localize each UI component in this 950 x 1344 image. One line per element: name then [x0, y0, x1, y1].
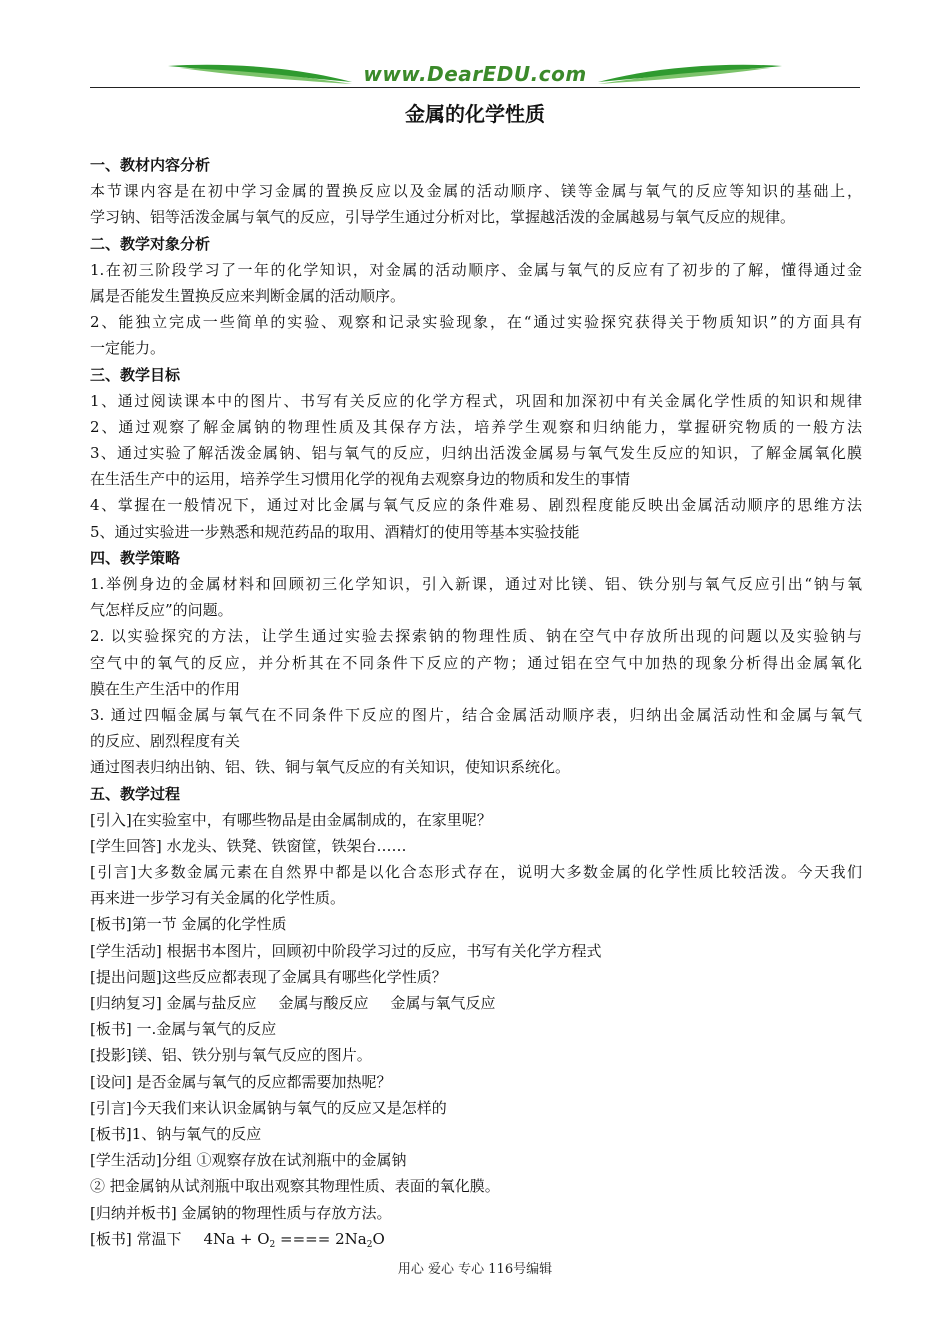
paragraph-line: 3、通过实验了解活泼金属钠、铝与氧气的反应，归纳出活泼金属易与氧气发生反应的知识，了解金属氧化膜: [90, 444, 862, 463]
paragraph-line: 2、能独立完成一些简单的实验、观察和记录实验现象，在“通过实验探究获得关于物质知识”的方面具有: [90, 313, 862, 332]
equation-subscript: 2: [366, 1239, 373, 1250]
paragraph-line: [板书]1、钠与氧气的反应: [90, 1124, 262, 1143]
paragraph-line: ② 把金属钠从试剂瓶中取出观察其物理性质、表面的氧化膜。: [90, 1177, 500, 1196]
paragraph-line: 1.举例身边的金属材料和回顾初三化学知识，引入新课，通过对比镁、铝、铁分别与氧气反应引出“钠与氧: [90, 575, 862, 593]
equation-lhs: 4Na + O: [203, 1229, 270, 1248]
paragraph-line: 5、通过实验进一步熟悉和规范药品的取用、酒精灯的使用等基本实验技能: [90, 522, 580, 541]
paragraph-line: 在生活生产中的运用，培养学生习惯用化学的视角去观察身边的物质和发生的事情: [90, 470, 631, 489]
site-url: www.DearEDU.com: [363, 62, 587, 86]
review-item: 金属与氧气反应: [390, 994, 496, 1012]
section-heading: 五、教学过程: [90, 784, 181, 803]
equation-arrow: ====: [280, 1229, 331, 1248]
equation-subscript: 2: [269, 1239, 276, 1250]
paragraph-line: 气怎样反应”的问题。: [90, 601, 233, 620]
paragraph-line: [引入]在实验室中，有哪些物品是由金属制成的，在家里呢？: [90, 810, 492, 829]
paragraph-line: [板书]第一节 金属的化学性质: [90, 915, 287, 934]
paragraph-line: [引言]大多数金属元素在自然界中都是以化合态形式存在，说明大多数金属的化学性质比较活泼。今天我们: [90, 863, 862, 882]
paragraph-line: 1.在初三阶段学习了一年的化学知识，对金属的活动顺序、金属与氧气的反应有了初步的了解，懂得通过金: [90, 260, 862, 279]
equation-rhs-tail: O: [372, 1229, 385, 1248]
section-heading: 二、教学对象分析: [90, 234, 211, 253]
paragraph-line: 学习钠、铝等活泼金属与氧气的反应，引导学生通过分析对比，掌握越活泼的金属越易与氧气反应的规律。: [90, 208, 796, 227]
paragraph-line: [引言]今天我们来认识金属钠与氧气的反应又是怎样的: [90, 1098, 447, 1117]
paragraph-line: 空气中的氧气的反应，并分析其在不同条件下反应的产物；通过铝在空气中加热的现象分析得出金属氧化: [90, 653, 862, 672]
review-item: 金属与酸反应: [278, 994, 369, 1012]
paragraph-line: 膜在生产生活中的作用: [90, 679, 241, 698]
section-heading: 四、教学策略: [90, 548, 181, 567]
equation-label: [板书] 常温下: [90, 1229, 182, 1248]
site-header-logo: [90, 56, 860, 90]
paragraph-line: 2. 以实验探究的方法，让学生通过实验去探索钠的物理性质、钠在空气中存放所出现的问题以及实验钠与: [90, 627, 862, 646]
header-rule: [90, 87, 860, 88]
paragraph-line: [学生活动] 根据书本图片，回顾初中阶段学习过的反应，书写有关化学方程式: [90, 941, 602, 960]
paragraph-line: [提出问题]这些反应都表现了金属具有哪些化学性质？: [90, 967, 447, 986]
page-footer: 用心 爱心 专心 116号编辑: [397, 1262, 553, 1277]
review-line: [90, 990, 862, 1016]
paragraph-line: [学生活动]分组 ①观察存放在试剂瓶中的金属钠: [90, 1151, 407, 1170]
section-heading: 一、教材内容分析: [90, 156, 211, 174]
document-title: 金属的化学性质: [405, 102, 545, 126]
equation-line: [90, 1226, 862, 1252]
paragraph-line: [板书] 一.金属与氧气的反应: [90, 1020, 277, 1039]
paragraph-line: 再来进一步学习有关金属的化学性质。: [90, 889, 346, 908]
document-body: [90, 152, 862, 1252]
paragraph-line: [投影]镁、铝、铁分别与氧气反应的图片。: [90, 1046, 372, 1065]
paragraph-line: 的反应、剧烈程度有关: [90, 732, 241, 751]
paragraph-line: 本节课内容是在初中学习金属的置换反应以及金属的活动顺序、镁等金属与氧气的反应等知识的基础上，: [90, 182, 862, 201]
paragraph-line: [归纳并板书] 金属钠的物理性质与存放方法。: [90, 1203, 392, 1222]
paragraph-line: 2、通过观察了解金属钠的物理性质及其保存方法，培养学生观察和归纳能力，掌握研究物质的一般方法: [90, 417, 862, 436]
paragraph-line: [设问] 是否金属与氧气的反应都需要加热呢？: [90, 1072, 392, 1091]
review-label: [归纳复习] 金属与盐反应: [90, 994, 257, 1012]
paragraph-line: 4、掌握在一般情况下，通过对比金属与氧气反应的条件难易、剧烈程度能反映出金属活动顺序的思维方法: [90, 496, 862, 515]
paragraph-line: 属是否能发生置换反应来判断金属的活动顺序。: [90, 286, 406, 305]
paragraph-line: 1、通过阅读课本中的图片、书写有关反应的化学方程式，巩固和加深初中有关金属化学性质的知识和规律: [90, 391, 862, 410]
paragraph-line: 一定能力。: [90, 339, 166, 358]
equation-rhs: 2Na: [335, 1229, 367, 1248]
paragraph-line: 通过图表归纳出钠、铝、铁、铜与氧气反应的有关知识，使知识系统化。: [90, 758, 571, 777]
paragraph-line: [学生回答] 水龙头、铁凳、铁窗筐，铁架台……: [90, 836, 407, 855]
paragraph-line: 3. 通过四幅金属与氧气在不同条件下反应的图片，结合金属活动顺序表，归纳出金属活动性和金属与氧气: [90, 705, 862, 724]
section-heading: 三、教学目标: [90, 365, 181, 384]
